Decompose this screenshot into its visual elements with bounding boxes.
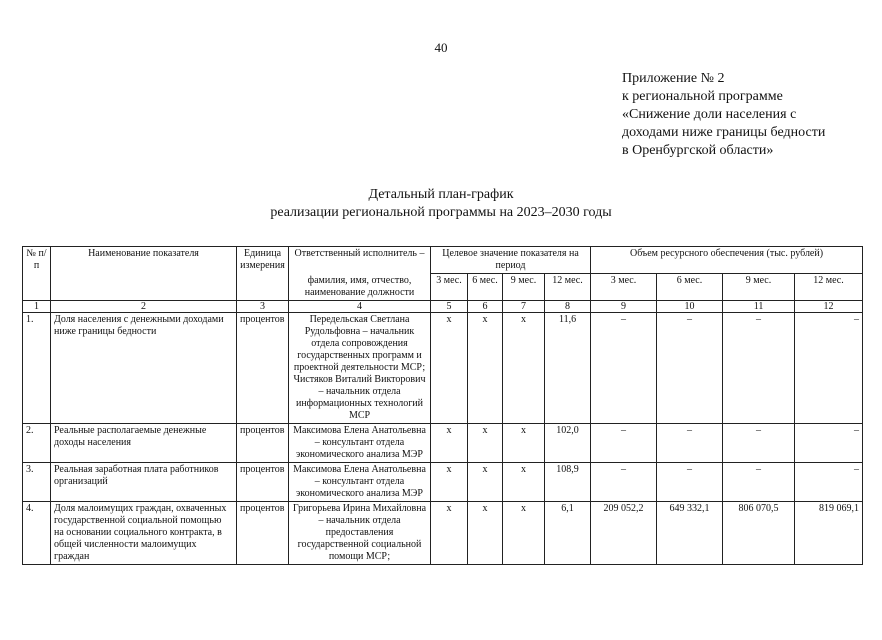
page-number: 40 bbox=[434, 40, 448, 55]
column-number: 2 bbox=[51, 300, 237, 312]
row-target-6: x bbox=[468, 423, 503, 462]
row-indicator: Доля малоимущих граждан, охваченных государственной социальной помощью на основании социального контракта, в общей численности малоимущих граждан bbox=[51, 501, 237, 564]
row-unit: процентов bbox=[237, 423, 289, 462]
row-resource-6: – bbox=[657, 312, 723, 423]
appendix-note bbox=[622, 70, 825, 160]
row-resource-6: – bbox=[657, 462, 723, 501]
appendix-line: к региональной программе bbox=[622, 89, 783, 104]
row-num: 1. bbox=[23, 312, 51, 423]
table-row bbox=[23, 462, 863, 501]
row-responsible: Передельская Светлана Рудольфовна – начальник отдела сопровождения государственных программ и проектной деятельности МСР; Чистяков Виталий Викторович – начальник отдела информационных технологий МСР bbox=[289, 312, 431, 423]
header-period: 6 мес. bbox=[468, 274, 503, 301]
row-resource-6: – bbox=[657, 423, 723, 462]
column-number: 9 bbox=[591, 300, 657, 312]
row-resource-9: – bbox=[723, 312, 795, 423]
header-period: 12 мес. bbox=[545, 274, 591, 301]
document-title bbox=[0, 186, 882, 222]
header-responsible: Ответственный исполнитель – bbox=[289, 247, 431, 274]
row-target-6: x bbox=[468, 462, 503, 501]
column-number: 8 bbox=[545, 300, 591, 312]
row-target-3: x bbox=[431, 423, 468, 462]
title-line-1: Детальный план-график bbox=[368, 187, 514, 202]
header-indicator: Наименование показателя bbox=[51, 247, 237, 301]
row-target-9: x bbox=[503, 462, 545, 501]
row-target-12: 6,1 bbox=[545, 501, 591, 564]
row-resource-3: 209 052,2 bbox=[591, 501, 657, 564]
row-resource-3: – bbox=[591, 462, 657, 501]
row-target-6: x bbox=[468, 312, 503, 423]
table-row bbox=[23, 312, 863, 423]
row-responsible: Григорьева Ирина Михайловна – начальник отдела предоставления государственной социальной помощи МСР; bbox=[289, 501, 431, 564]
header-period: 9 мес. bbox=[503, 274, 545, 301]
row-num: 2. bbox=[23, 423, 51, 462]
header-num: № п/п bbox=[23, 247, 51, 301]
row-target-12: 102,0 bbox=[545, 423, 591, 462]
row-indicator: Реальная заработная плата работников организаций bbox=[51, 462, 237, 501]
title-line-2: реализации региональной программы на 2023–2030 годы bbox=[270, 205, 612, 220]
row-target-9: x bbox=[503, 312, 545, 423]
row-resource-9: – bbox=[723, 423, 795, 462]
row-target-3: x bbox=[431, 501, 468, 564]
column-number: 12 bbox=[795, 300, 863, 312]
row-target-3: x bbox=[431, 312, 468, 423]
header-responsible-sub: фамилия, имя, отчество, наименование должности bbox=[289, 274, 431, 301]
row-resource-3: – bbox=[591, 312, 657, 423]
row-resource-12: 819 069,1 bbox=[795, 501, 863, 564]
appendix-line: «Снижение доли населения с bbox=[622, 107, 797, 122]
plan-schedule-table bbox=[22, 246, 863, 565]
column-number: 11 bbox=[723, 300, 795, 312]
header-target: Целевое значение показателя на период bbox=[431, 247, 591, 274]
row-indicator: Доля населения с денежными доходами ниже границы бедности bbox=[51, 312, 237, 423]
header-period: 3 мес. bbox=[431, 274, 468, 301]
row-target-12: 108,9 bbox=[545, 462, 591, 501]
header-period: 9 мес. bbox=[723, 274, 795, 301]
row-resource-9: 806 070,5 bbox=[723, 501, 795, 564]
appendix-line: в Оренбургской области» bbox=[622, 143, 774, 158]
appendix-line: доходами ниже границы бедности bbox=[622, 125, 826, 140]
row-unit: процентов bbox=[237, 312, 289, 423]
column-number: 7 bbox=[503, 300, 545, 312]
appendix-line: Приложение № 2 bbox=[622, 71, 725, 86]
row-resource-12: – bbox=[795, 423, 863, 462]
row-resource-6: 649 332,1 bbox=[657, 501, 723, 564]
table-row bbox=[23, 501, 863, 564]
column-number: 10 bbox=[657, 300, 723, 312]
row-num: 4. bbox=[23, 501, 51, 564]
header-period: 6 мес. bbox=[657, 274, 723, 301]
header-period: 12 мес. bbox=[795, 274, 863, 301]
row-responsible: Максимова Елена Анатольевна – консультант отдела экономического анализа МЭР bbox=[289, 462, 431, 501]
column-numbers-row bbox=[23, 300, 863, 312]
column-number: 5 bbox=[431, 300, 468, 312]
row-resource-9: – bbox=[723, 462, 795, 501]
header-period: 3 мес. bbox=[591, 274, 657, 301]
column-number: 3 bbox=[237, 300, 289, 312]
row-indicator: Реальные располагаемые денежные доходы населения bbox=[51, 423, 237, 462]
header-unit: Единица измерения bbox=[237, 247, 289, 301]
table-row bbox=[23, 423, 863, 462]
column-number: 1 bbox=[23, 300, 51, 312]
row-responsible: Максимова Елена Анатольевна – консультант отдела экономического анализа МЭР bbox=[289, 423, 431, 462]
row-target-12: 11,6 bbox=[545, 312, 591, 423]
row-target-3: x bbox=[431, 462, 468, 501]
row-unit: процентов bbox=[237, 501, 289, 564]
row-resource-12: – bbox=[795, 462, 863, 501]
row-resource-3: – bbox=[591, 423, 657, 462]
header-resources: Объем ресурсного обеспечения (тыс. рублей) bbox=[591, 247, 863, 274]
row-unit: процентов bbox=[237, 462, 289, 501]
row-num: 3. bbox=[23, 462, 51, 501]
column-number: 4 bbox=[289, 300, 431, 312]
column-number: 6 bbox=[468, 300, 503, 312]
row-resource-12: – bbox=[795, 312, 863, 423]
row-target-9: x bbox=[503, 501, 545, 564]
row-target-6: x bbox=[468, 501, 503, 564]
row-target-9: x bbox=[503, 423, 545, 462]
